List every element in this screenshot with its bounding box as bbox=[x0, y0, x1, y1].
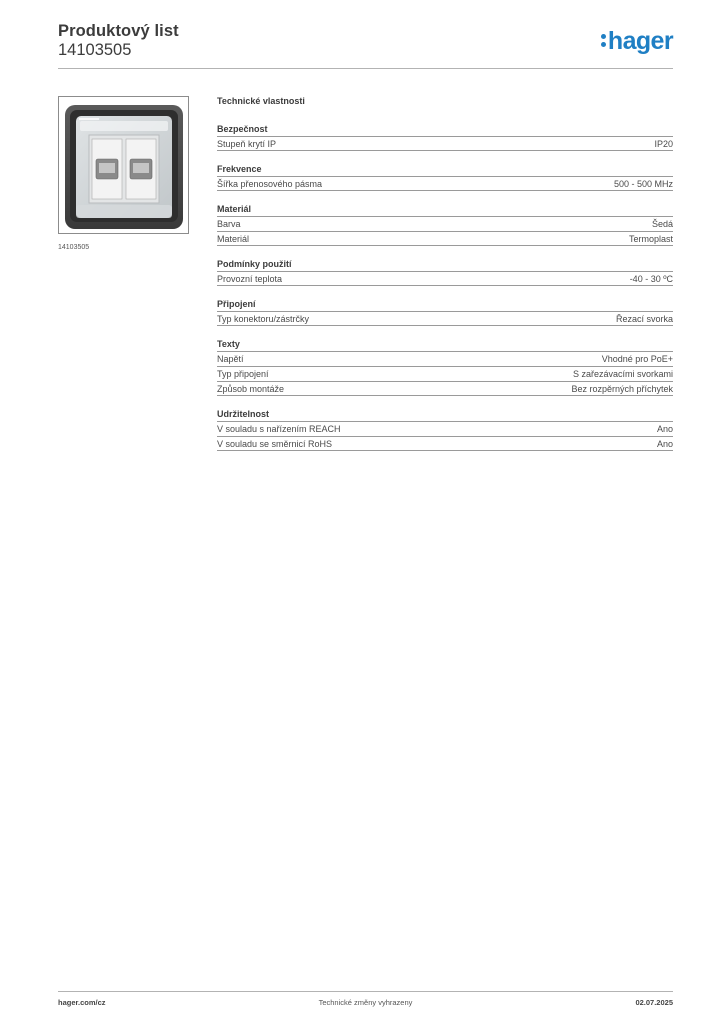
spec-value: S zařezávacími svorkami bbox=[572, 369, 673, 379]
spec-section bbox=[217, 409, 673, 451]
header-divider bbox=[58, 68, 673, 69]
spec-label: Typ konektoru/zástrčky bbox=[217, 314, 310, 324]
section-title: Materiál bbox=[217, 204, 252, 214]
spec-section bbox=[217, 339, 673, 396]
footer-website-link[interactable]: hager.com/cz bbox=[58, 998, 106, 1007]
spec-value: Řezací svorka bbox=[615, 314, 673, 324]
section-title: Bezpečnost bbox=[217, 124, 268, 134]
spec-label: Stupeň krytí IP bbox=[217, 139, 277, 149]
footer-date: 02.07.2025 bbox=[635, 998, 673, 1007]
spec-label: Materiál bbox=[217, 234, 250, 244]
spec-row bbox=[217, 421, 673, 436]
spec-label: Napětí bbox=[217, 354, 244, 364]
spec-value: Vhodné pro PoE+ bbox=[601, 354, 673, 364]
section-title: Podmínky použití bbox=[217, 259, 292, 269]
socket-outlet-image bbox=[59, 97, 188, 233]
spec-section bbox=[217, 259, 673, 286]
spec-row bbox=[217, 176, 673, 191]
footer-divider bbox=[58, 991, 673, 992]
logo-dots-icon bbox=[601, 26, 607, 50]
spec-label: Způsob montáže bbox=[217, 384, 285, 394]
spec-value: Ano bbox=[656, 424, 673, 434]
spec-row bbox=[217, 216, 673, 231]
section-title: Připojení bbox=[217, 299, 256, 309]
spec-label: V souladu se směrnicí RoHS bbox=[217, 439, 333, 449]
spec-value: Bez rozpěrných příchytek bbox=[571, 384, 673, 394]
spec-value: -40 - 30 ºC bbox=[629, 274, 673, 284]
spec-label: Typ připojení bbox=[217, 369, 269, 379]
spec-section bbox=[217, 299, 673, 326]
spec-section bbox=[217, 204, 673, 246]
spec-row bbox=[217, 136, 673, 151]
spec-row bbox=[217, 436, 673, 451]
spec-row bbox=[217, 231, 673, 246]
section-title: Frekvence bbox=[217, 164, 262, 174]
section-title: Udržitelnost bbox=[217, 409, 270, 419]
page-title: Produktový list bbox=[58, 22, 179, 40]
spec-row bbox=[217, 271, 673, 286]
product-image bbox=[58, 96, 189, 234]
spec-row bbox=[217, 311, 673, 326]
spec-label: V souladu s nařízením REACH bbox=[217, 424, 341, 434]
page-header bbox=[58, 22, 673, 70]
spec-row bbox=[217, 381, 673, 396]
spec-section bbox=[217, 164, 673, 191]
footer-note: Technické změny vyhrazeny bbox=[318, 998, 413, 1007]
spec-value: Ano bbox=[656, 439, 673, 449]
spec-section bbox=[217, 124, 673, 151]
spec-value: IP20 bbox=[654, 139, 673, 149]
spec-label: Provozní teplota bbox=[217, 274, 283, 284]
page-footer bbox=[58, 998, 673, 1010]
spec-value: 500 - 500 MHz bbox=[613, 179, 673, 189]
spec-row bbox=[217, 351, 673, 366]
section-title: Texty bbox=[217, 339, 240, 349]
product-number: 14103505 bbox=[58, 41, 132, 59]
hager-logo[interactable] bbox=[601, 26, 673, 56]
logo-text: hager bbox=[607, 27, 673, 55]
image-caption: 14103505 bbox=[58, 244, 90, 251]
specs-heading: Technické vlastnosti bbox=[217, 96, 305, 106]
technical-properties bbox=[217, 96, 673, 464]
spec-label: Barva bbox=[217, 219, 241, 229]
spec-value: Termoplast bbox=[628, 234, 673, 244]
spec-label: Šířka přenosového pásma bbox=[217, 179, 323, 189]
spec-value: Šedá bbox=[651, 219, 673, 229]
spec-row bbox=[217, 366, 673, 381]
